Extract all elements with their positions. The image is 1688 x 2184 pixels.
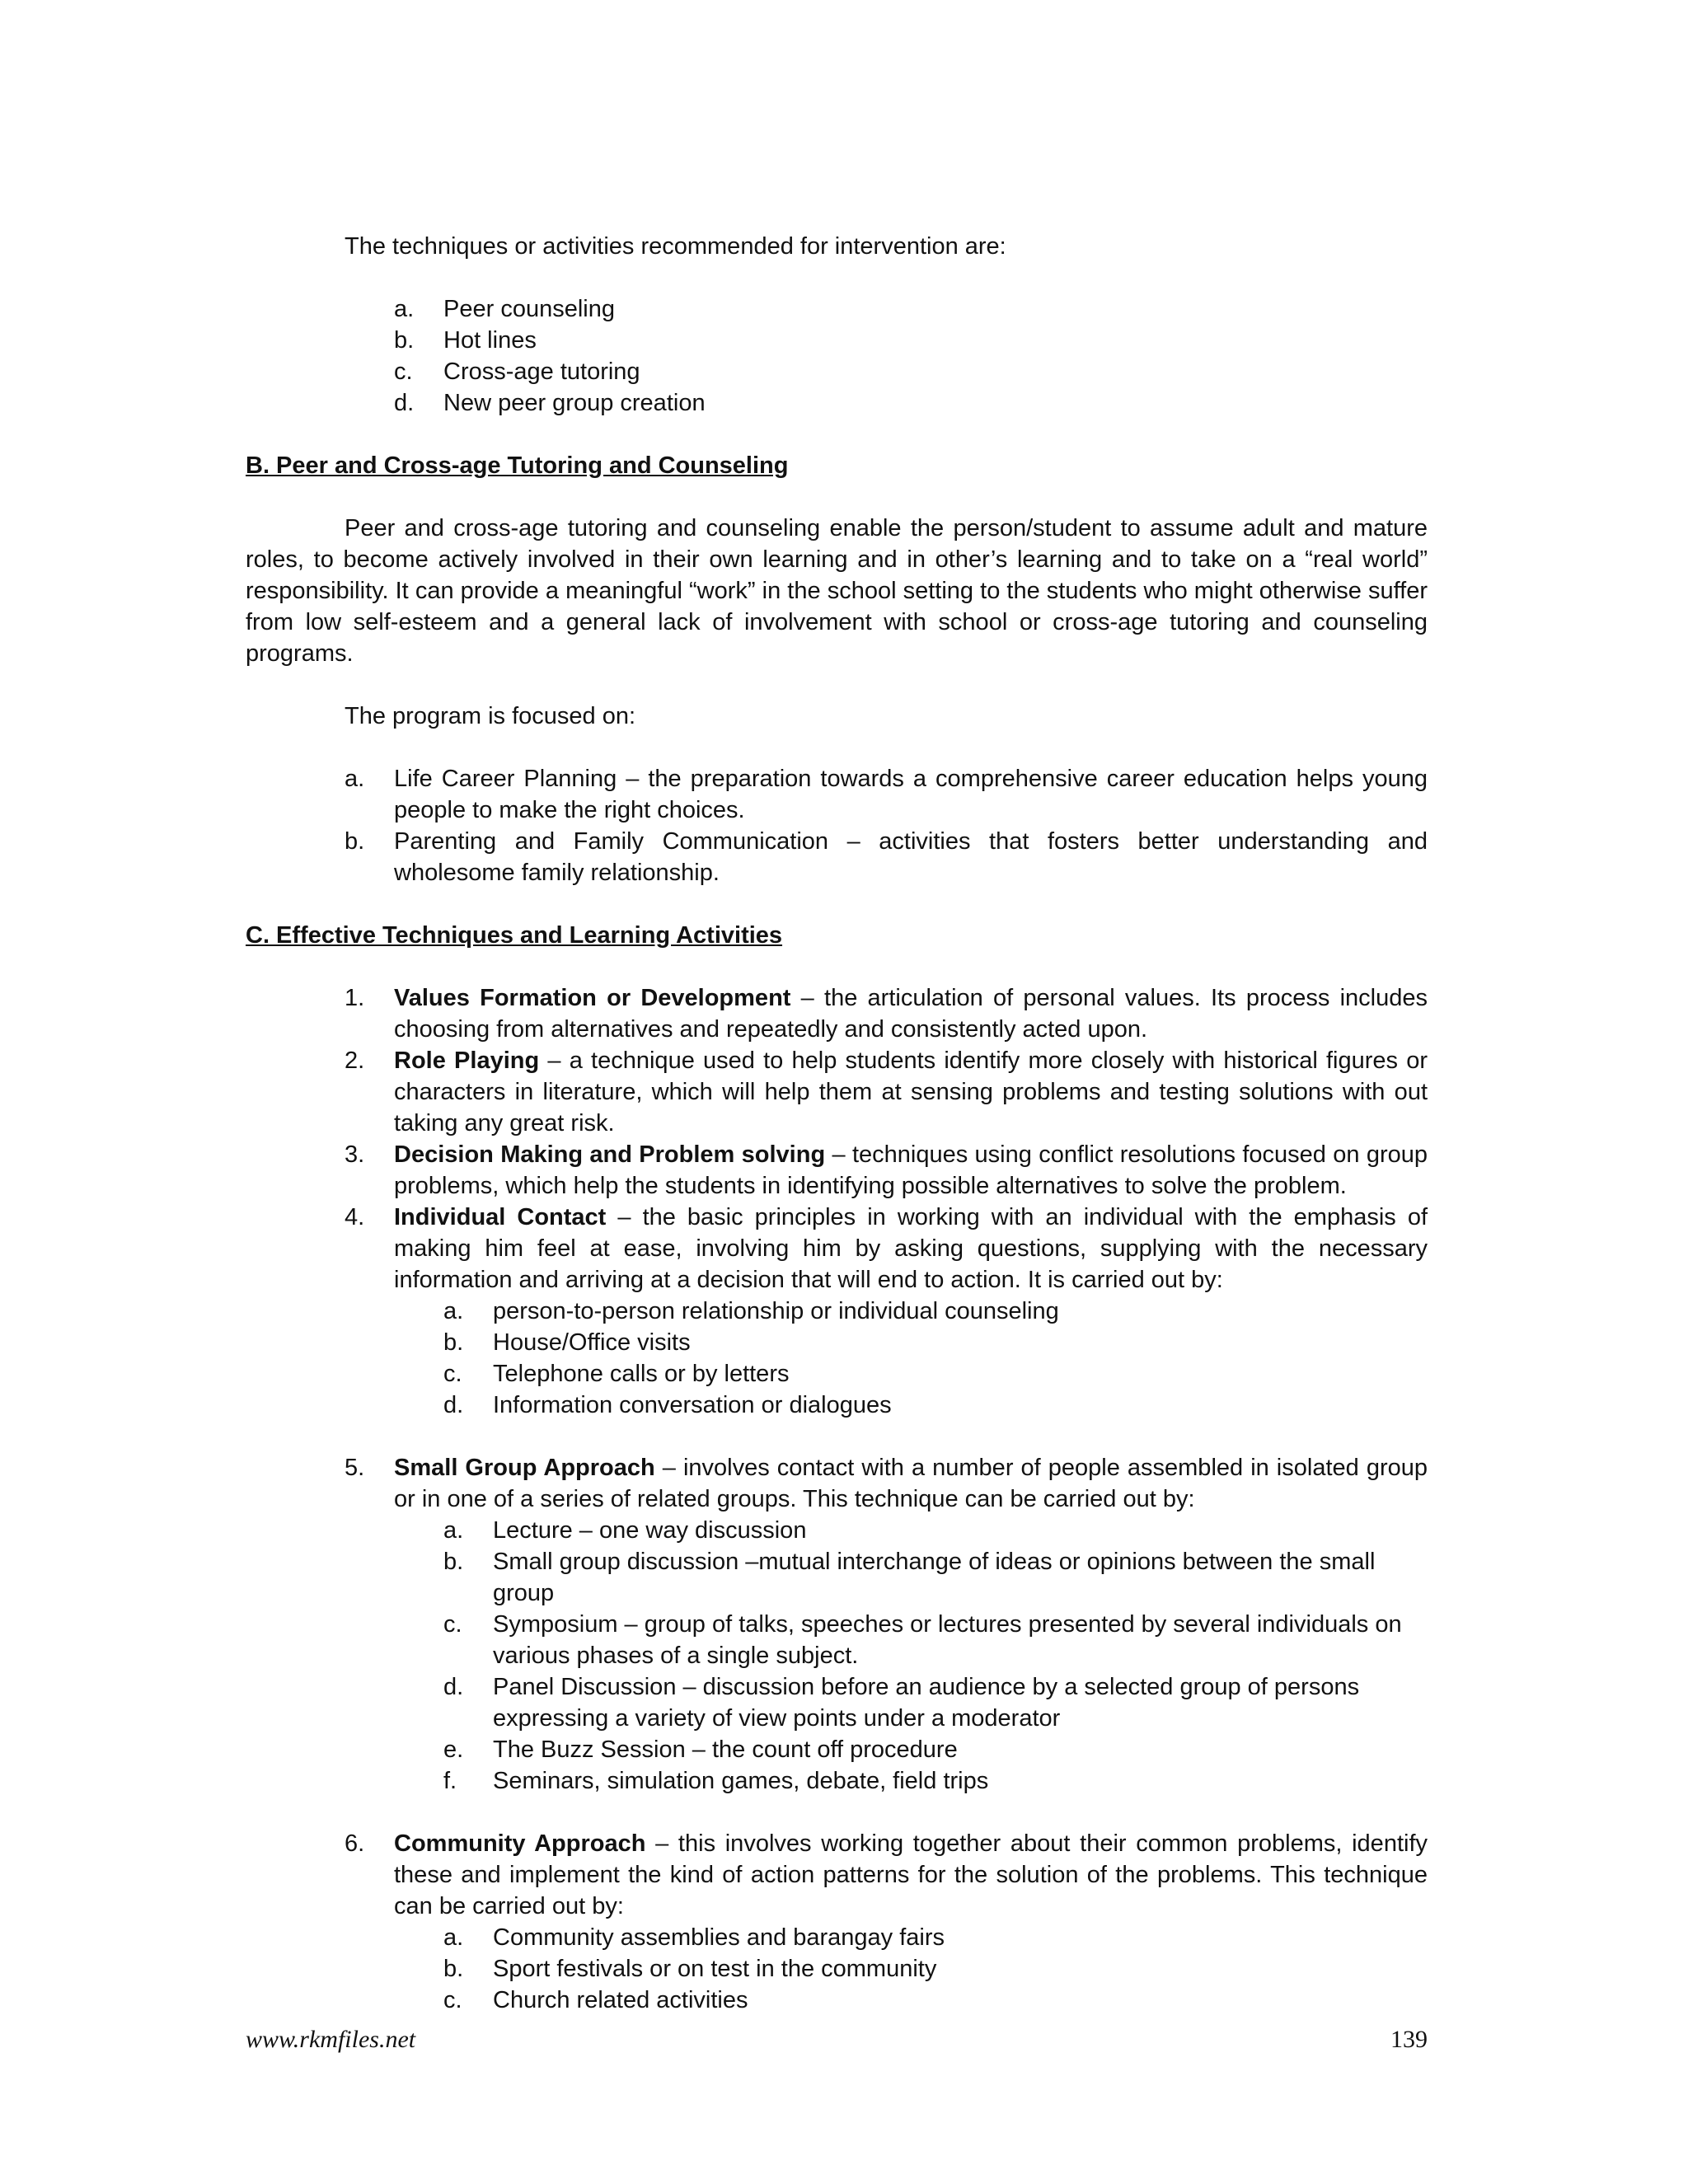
sublist-item-text: Symposium – group of talks, speeches or lectures presented by several individuals on various phases of a single subject. [493,1611,1402,1669]
list-item [394,293,1428,325]
sublist-marker: a. [443,1924,464,1951]
sublist-marker: a. [443,1298,464,1324]
list-marker: 6. [345,1830,365,1857]
technique-term: Role Playing [394,1047,540,1074]
sublist-marker: b. [443,1549,464,1575]
technique-sublist [394,1922,1428,2016]
technique-item [345,1139,1428,1202]
technique-text: – a technique used to help students identify more closely with historical figures or characters in literature, which will help them at sensing problems and testing solutions with out taking any great risk. [394,1047,1428,1137]
list-marker: 5. [345,1455,365,1481]
sublist-item-text: Community assemblies and barangay fairs [493,1924,945,1951]
technique-body [394,1202,1428,1421]
sublist-item [443,1546,1428,1609]
sublist-item [443,1296,1428,1327]
page-content [246,231,1428,2047]
technique-term: Small Group Approach [394,1455,655,1481]
technique-body [394,1139,1428,1202]
sublist-item [443,1985,1428,2016]
technique-text: – involves contact with a number of people assembled in isolated group or in one of a series of related groups. This technique can be carried out by: [394,1455,1428,1512]
technique-item [345,1045,1428,1139]
sublist-item-text: The Buzz Session – the count off procedure [493,1736,958,1763]
technique-text: – the basic principles in working with an individual with the emphasis of making him feel at ease, involving him by asking questions, supplying with the necessary information and arriving at a decision that will end to action. It is carried out by: [394,1204,1428,1293]
list-item [345,763,1428,826]
technique-term: Decision Making and Problem solving [394,1141,826,1168]
footer-site-url: www.rkmfiles.net [246,2026,416,2053]
section-b-paragraph: Peer and cross-age tutoring and counseling enable the person/student to assume adult and mature roles, to become actively involved in their own learning and in other’s learning and to take on a “real world” responsibility. It can provide a meaningful “work” in the school setting to the students who might otherwise suffer from low self-esteem and a general lack of involvement with school or cross-age tutoring and counseling programs. [246,515,1428,667]
sublist-item-text: person-to-person relationship or individual counseling [493,1298,1059,1324]
technique-sublist [394,1296,1428,1421]
sublist-item-text: Information conversation or dialogues [493,1392,892,1418]
sublist-marker: b. [443,1329,464,1356]
sublist-item [443,1358,1428,1390]
page-footer [246,2026,1428,2054]
sublist-marker: b. [443,1956,464,1982]
technique-sublist [394,1515,1428,1797]
list-marker: b. [345,828,365,855]
intervention-list [246,293,1428,419]
sublist-marker: c. [443,1987,462,2013]
list-item [394,356,1428,387]
technique-body [394,1045,1428,1139]
list-item-text: Parenting and Family Communication – activities that fosters better understanding and wholesome family relationship. [394,828,1428,886]
list-marker: 1. [345,985,365,1011]
technique-body [394,1452,1428,1797]
sublist-item-text: House/Office visits [493,1329,691,1356]
sublist-marker: a. [443,1517,464,1544]
sublist-marker: f. [443,1768,457,1794]
list-marker: c. [394,359,413,385]
focus-list [246,763,1428,888]
sublist-item [443,1390,1428,1421]
list-marker: 2. [345,1047,365,1074]
technique-term: Community Approach [394,1830,646,1857]
technique-text: – the articulation of personal values. Its process includes choosing from alternatives and repeatedly and consistently acted upon. [394,985,1428,1043]
list-item [394,387,1428,419]
sublist-item-text: Lecture – one way discussion [493,1517,807,1544]
sublist-marker: c. [443,1361,462,1387]
sublist-item [443,1953,1428,1985]
sublist-marker: e. [443,1736,464,1763]
section-b-heading: B. Peer and Cross-age Tutoring and Counseling [246,452,789,479]
list-marker: 4. [345,1204,365,1230]
list-marker: d. [394,390,415,416]
sublist-item-text: Small group discussion –mutual interchange of ideas or opinions between the small group [493,1549,1376,1606]
technique-text: – techniques using conflict resolutions focused on group problems, which help the students in identifying possible alternatives to solve the problem. [394,1141,1428,1199]
sublist-item [443,1734,1428,1765]
list-item [394,325,1428,356]
list-item [345,826,1428,888]
technique-term: Values Formation or Development [394,985,791,1011]
list-item-text: Peer counseling [443,296,615,322]
list-item-text: Cross-age tutoring [443,359,640,385]
sublist-item-text: Seminars, simulation games, debate, field trips [493,1768,989,1794]
sublist-marker: d. [443,1392,464,1418]
sublist-item [443,1922,1428,1953]
list-item-text: Life Career Planning – the preparation towards a comprehensive career education helps young people to make the right choices. [394,766,1428,823]
section-c-heading: C. Effective Techniques and Learning Activities [246,922,783,949]
sublist-marker: d. [443,1674,464,1700]
technique-body [394,982,1428,1045]
sublist-item [443,1609,1428,1671]
sublist-item [443,1671,1428,1734]
sublist-item-text: Sport festivals or on test in the community [493,1956,937,1982]
technique-item [345,982,1428,1045]
list-item-text: Hot lines [443,327,537,354]
sublist-item [443,1327,1428,1358]
focus-intro: The program is focused on: [345,703,636,729]
sublist-marker: c. [443,1611,462,1638]
list-item-text: New peer group creation [443,390,706,416]
technique-term: Individual Contact [394,1204,607,1230]
page-number: 139 [1390,2026,1428,2053]
technique-item [345,1452,1428,1797]
sublist-item-text: Panel Discussion – discussion before an audience by a selected group of persons expressing a variety of view points under a moderator [493,1674,1360,1732]
techniques-list [246,982,1428,2016]
sublist-item [443,1765,1428,1797]
list-marker: 3. [345,1141,365,1168]
sublist-item-text: Church related activities [493,1987,748,2013]
technique-text: – this involves working together about their common problems, identify these and implement the kind of action patterns for the solution of the problems. This technique can be carried out by: [394,1830,1428,1919]
list-marker: a. [394,296,415,322]
technique-item [345,1202,1428,1421]
technique-body [394,1828,1428,2016]
sublist-item-text: Telephone calls or by letters [493,1361,790,1387]
intro-text: The techniques or activities recommended for intervention are: [345,233,1006,260]
list-marker: b. [394,327,415,354]
technique-item [345,1828,1428,2016]
sublist-item [443,1515,1428,1546]
list-marker: a. [345,766,365,792]
